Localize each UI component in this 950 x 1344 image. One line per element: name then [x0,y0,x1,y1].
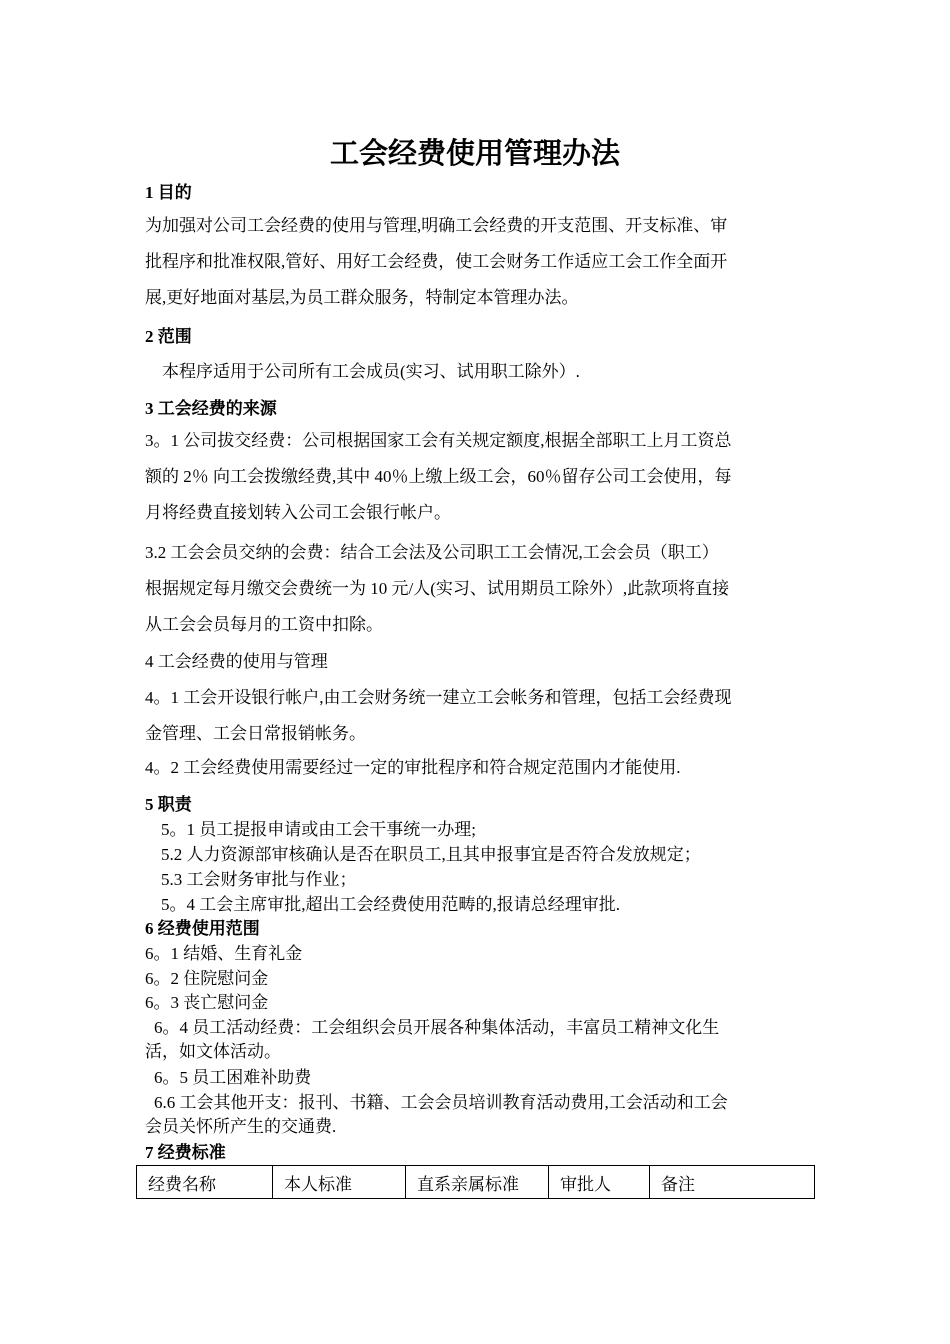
table-header-cell: 直系亲属标准 [406,1166,549,1199]
section-6-item-4-line-1: 6。4 员工活动经费：工会组织会员开展各种集体活动，丰富员工精神文化生 [154,1018,720,1037]
section-6-item-6-line-1: 6.6 工会其他开支：报刊、书籍、工会会员培训教育活动费用,工会活动和工会 [154,1093,728,1112]
section-1-body [145,208,810,316]
section-6-item-5: 6。5 员工困难补助费 [154,1068,312,1087]
section-4-item-2: 4。2 工会经费使用需要经过一定的审批程序和符合规定范围内才能使用. [145,758,681,777]
funding-standard-table [136,1165,815,1199]
table-header-cell: 备注 [650,1166,815,1199]
document-title: 工会经费使用管理办法 [329,138,620,170]
section-1-heading: 1 目的 [145,183,192,202]
section-3-item-1-line-3: 月将经费直接划转入公司工会银行帐户。 [145,503,451,522]
section-4-item-1 [145,680,810,752]
section-3-item-2 [145,535,810,643]
table-header-cell: 本人标准 [273,1166,406,1199]
section-4-item-1-line-2: 金管理、工会日常报销帐务。 [145,724,366,743]
section-6-item-4-line-2: 活，如文体活动。 [145,1042,281,1061]
table-header-cell: 经费名称 [137,1166,273,1199]
section-6-item-3: 6。3 丧亡慰问金 [145,993,269,1012]
section-3-item-1-line-1: 3。1 公司拔交经费：公司根据国家工会有关规定额度,根据全部职工上月工资总 [145,431,732,450]
section-3-item-2-line-3: 从工会会员每月的工资中扣除。 [145,615,383,634]
section-5-item-3: 5.3 工会财务审批与作业； [161,870,357,889]
section-5-heading: 5 职责 [145,795,192,814]
section-7-heading: 7 经费标准 [145,1143,226,1162]
section-1-line-3: 展,更好地面对基层,为员工群众服务，特制定本管理办法。 [145,288,579,307]
section-6-heading: 6 经费使用范围 [145,919,260,938]
section-2-heading: 2 范围 [145,327,192,346]
section-6-item-2: 6。2 住院慰问金 [145,969,269,988]
section-6-item-1: 6。1 结婚、生育礼金 [145,944,303,963]
table-header-cell: 审批人 [549,1166,650,1199]
section-3-item-2-line-2: 根据规定每月缴交会费统一为 10 元/人(实习、试用期员工除外）,此款项将直接 [145,579,730,598]
section-4-item-1-line-1: 4。1 工会开设银行帐户,由工会财务统一建立工会帐务和管理，包括工会经费现 [145,688,732,707]
section-6-item-6-line-2: 会员关怀所产生的交通费. [145,1117,337,1136]
section-6-item-6 [145,1091,810,1139]
section-3-item-2-line-1: 3.2 工会会员交纳的会费：结合工会法及公司职工工会情况,工会会员（职工） [145,543,719,562]
table-header-row [137,1166,815,1199]
section-6-item-4 [145,1016,810,1064]
section-5-item-4: 5。4 工会主席审批,超出工会经费使用范畴的,报请总经理审批. [161,895,620,914]
section-5-item-2: 5.2 人力资源部审核确认是否在职员工,且其申报事宜是否符合发放规定； [161,845,701,864]
section-3-heading: 3 工会经费的来源 [145,399,277,418]
section-2-body: 本程序适用于公司所有工会成员(实习、试用职工除外）. [162,362,580,381]
section-3-item-1 [145,423,810,531]
section-1-line-1: 为加强对公司工会经费的使用与管理,明确工会经费的开支范围、开支标准、审 [145,216,728,235]
section-5-item-1: 5。1 员工提报申请或由工会干事统一办理; [161,820,476,839]
section-1-line-2: 批程序和批准权限,管好、用好工会经费，使工会财务工作适应工会工作全面开 [145,252,728,271]
section-4-heading: 4 工会经费的使用与管理 [145,652,328,671]
section-3-item-1-line-2: 额的 2％ 向工会拨缴经费,其中 40％上缴上级工会，60％留存公司工会使用，每 [145,467,732,486]
